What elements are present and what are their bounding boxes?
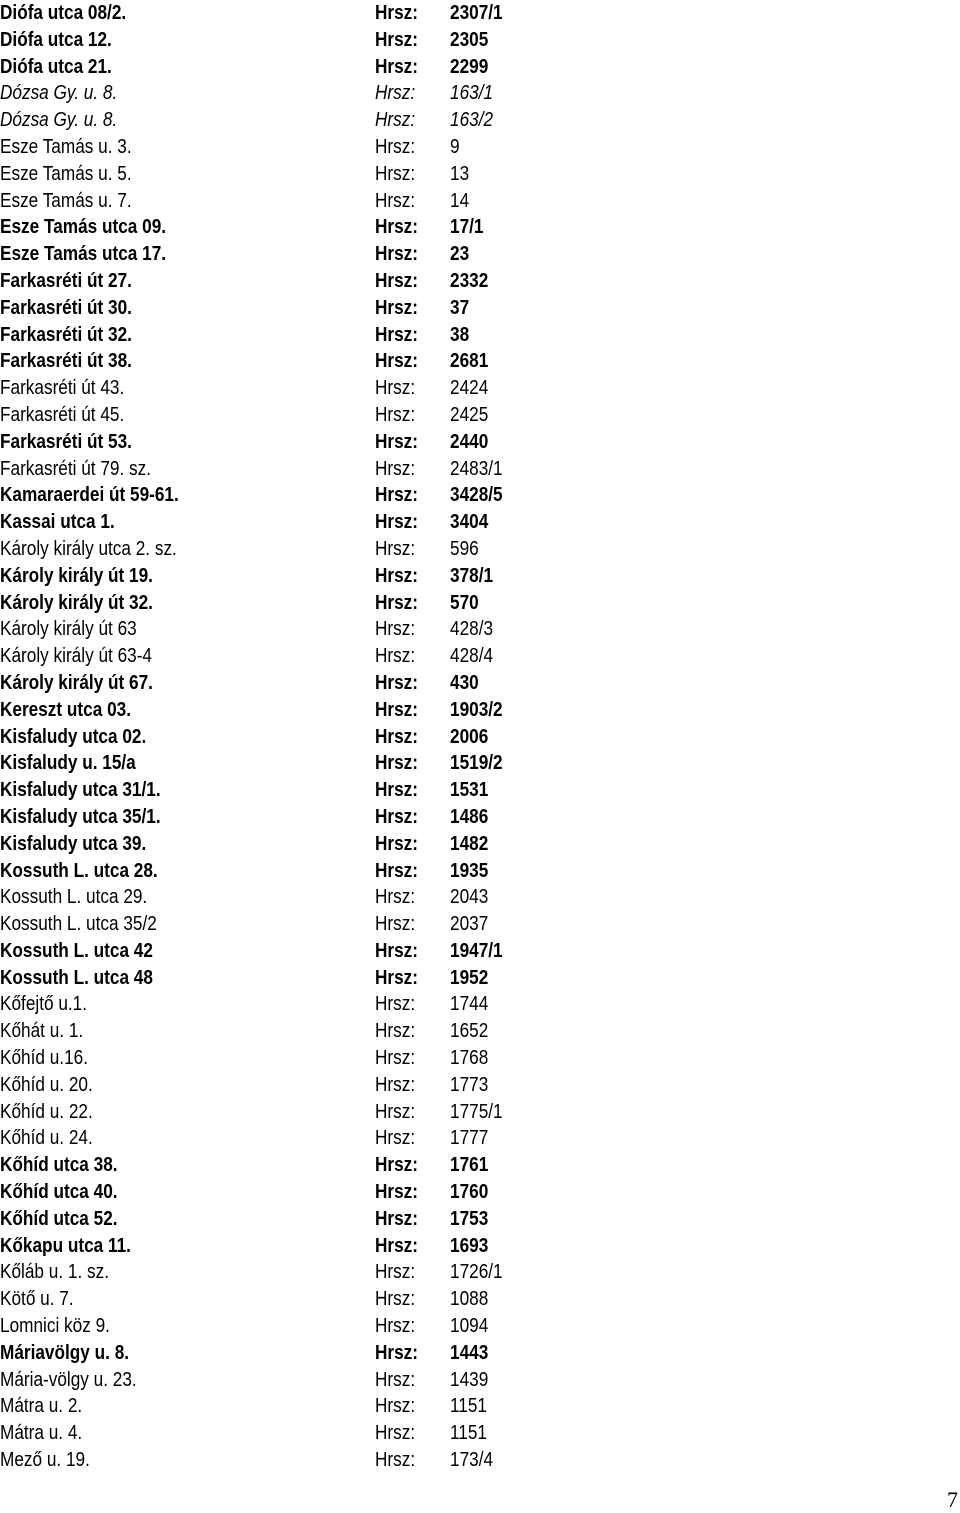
- address-text: Kossuth L. utca 35/2: [0, 913, 157, 936]
- address-text: Mária-völgy u. 23.: [0, 1368, 137, 1391]
- hrsz-label: Hrsz:: [375, 1154, 419, 1177]
- parcel-row: [0, 804, 560, 831]
- hrsz-number: 23: [450, 243, 470, 266]
- parcel-row: [0, 884, 560, 911]
- hrsz-label: Hrsz:: [375, 189, 416, 212]
- address-text: Kőfejtő u.1.: [0, 993, 88, 1016]
- hrsz-number: 1753: [450, 1207, 489, 1230]
- address-text: Diófa utca 08/2.: [0, 2, 127, 24]
- hrsz-number: 1482: [450, 832, 489, 855]
- parcel-row: [0, 1447, 560, 1474]
- parcel-row: [0, 1206, 560, 1233]
- address-text: Farkasréti út 38.: [0, 350, 132, 373]
- hrsz-label: Hrsz:: [375, 698, 419, 721]
- hrsz-label: Hrsz:: [375, 805, 419, 828]
- hrsz-number: 1760: [450, 1181, 489, 1204]
- address-text: Farkasréti út 79. sz.: [0, 457, 152, 480]
- hrsz-label: Hrsz:: [375, 966, 419, 989]
- address-text: Kőhíd u. 20.: [0, 1073, 93, 1096]
- hrsz-label: Hrsz:: [375, 243, 419, 266]
- hrsz-label: Hrsz:: [375, 1368, 416, 1391]
- address-text: Farkasréti út 43.: [0, 377, 125, 400]
- address-text: Esze Tamás utca 09.: [0, 216, 167, 239]
- hrsz-label: Hrsz:: [375, 457, 416, 480]
- parcel-row: [0, 938, 560, 965]
- address-text: Kőhíd utca 38.: [0, 1154, 118, 1177]
- parcel-row: [0, 241, 560, 268]
- parcel-row: [0, 1018, 560, 1045]
- hrsz-label: Hrsz:: [375, 1020, 416, 1043]
- address-text: Kőhíd u. 24.: [0, 1127, 93, 1150]
- parcel-row: [0, 54, 560, 81]
- hrsz-number: 1947/1: [450, 939, 503, 962]
- address-text: Diófa utca 21.: [0, 55, 112, 78]
- address-text: Kisfaludy u. 15/a: [0, 752, 136, 775]
- hrsz-number: 1777: [450, 1127, 489, 1150]
- parcel-row: [0, 536, 560, 563]
- address-text: Kisfaludy utca 31/1.: [0, 779, 161, 802]
- parcel-row: [0, 509, 560, 536]
- hrsz-label: Hrsz:: [375, 1207, 419, 1230]
- address-text: Kisfaludy utca 39.: [0, 832, 147, 855]
- hrsz-label: Hrsz:: [375, 1395, 416, 1418]
- hrsz-number: 1952: [450, 966, 489, 989]
- hrsz-number: 2006: [450, 725, 489, 748]
- hrsz-label: Hrsz:: [375, 1422, 416, 1445]
- hrsz-number: 163/2: [450, 109, 494, 132]
- hrsz-number: 1773: [450, 1073, 489, 1096]
- hrsz-label: Hrsz:: [375, 1449, 416, 1472]
- hrsz-number: 3428/5: [450, 484, 503, 507]
- hrsz-number: 596: [450, 537, 479, 560]
- parcel-row: [0, 1420, 560, 1447]
- hrsz-number: 2440: [450, 430, 489, 453]
- parcel-row: [0, 1367, 560, 1394]
- hrsz-label: Hrsz:: [375, 1047, 416, 1070]
- hrsz-label: Hrsz:: [375, 1315, 416, 1338]
- hrsz-label: Hrsz:: [375, 859, 419, 882]
- hrsz-label: Hrsz:: [375, 993, 416, 1016]
- hrsz-number: 1443: [450, 1341, 489, 1364]
- hrsz-label: Hrsz:: [375, 1073, 416, 1096]
- hrsz-label: Hrsz:: [375, 484, 419, 507]
- address-text: Károly király utca 2. sz.: [0, 537, 177, 560]
- parcel-row: [0, 482, 560, 509]
- address-text: Károly király út 63-4: [0, 645, 153, 668]
- parcel-row: [0, 375, 560, 402]
- address-text: Kossuth L. utca 42: [0, 939, 153, 962]
- hrsz-label: Hrsz:: [375, 1100, 416, 1123]
- address-text: Mező u. 19.: [0, 1449, 90, 1472]
- address-text: Farkasréti út 30.: [0, 296, 132, 319]
- address-text: Kossuth L. utca 48: [0, 966, 153, 989]
- parcel-row: [0, 563, 560, 590]
- address-text: Károly király út 19.: [0, 564, 153, 587]
- hrsz-number: 38: [450, 323, 470, 346]
- parcel-row: [0, 858, 560, 885]
- hrsz-number: 1531: [450, 779, 489, 802]
- address-text: Kőhíd utca 40.: [0, 1181, 118, 1204]
- address-text: Károly király út 32.: [0, 591, 153, 614]
- address-text: Dózsa Gy. u. 8.: [0, 109, 118, 132]
- parcel-row: [0, 456, 560, 483]
- hrsz-label: Hrsz:: [375, 55, 419, 78]
- hrsz-label: Hrsz:: [375, 1127, 416, 1150]
- parcel-row: [0, 27, 560, 54]
- parcel-row: [0, 643, 560, 670]
- parcel-row: [0, 295, 560, 322]
- hrsz-label: Hrsz:: [375, 1341, 419, 1364]
- parcel-row: [0, 161, 560, 188]
- parcel-row: [0, 1313, 560, 1340]
- hrsz-label: Hrsz:: [375, 82, 416, 105]
- hrsz-number: 1726/1: [450, 1261, 503, 1284]
- hrsz-number: 14: [450, 189, 470, 212]
- parcel-row: [0, 268, 560, 295]
- hrsz-label: Hrsz:: [375, 511, 419, 534]
- parcel-row: [0, 348, 560, 375]
- address-text: Kereszt utca 03.: [0, 698, 131, 721]
- hrsz-label: Hrsz:: [375, 1288, 416, 1311]
- address-text: Kisfaludy utca 35/1.: [0, 805, 161, 828]
- hrsz-number: 1693: [450, 1234, 489, 1257]
- address-text: Kisfaludy utca 02.: [0, 725, 147, 748]
- address-text: Lomnici köz 9.: [0, 1315, 110, 1338]
- address-text: Farkasréti út 27.: [0, 269, 132, 292]
- parcel-row: [0, 1125, 560, 1152]
- hrsz-number: 430: [450, 671, 479, 694]
- hrsz-label: Hrsz:: [375, 216, 419, 239]
- parcel-row: [0, 697, 560, 724]
- hrsz-number: 2305: [450, 28, 489, 51]
- parcel-row: [0, 1072, 560, 1099]
- hrsz-number: 1151: [450, 1422, 487, 1445]
- hrsz-label: Hrsz:: [375, 350, 419, 373]
- parcel-row: [0, 429, 560, 456]
- parcel-row: [0, 402, 560, 429]
- parcel-row: [0, 1393, 560, 1420]
- hrsz-number: 1652: [450, 1020, 489, 1043]
- parcel-row: [0, 80, 560, 107]
- hrsz-number: 1439: [450, 1368, 489, 1391]
- hrsz-number: 1088: [450, 1288, 489, 1311]
- hrsz-label: Hrsz:: [375, 832, 419, 855]
- hrsz-number: 1903/2: [450, 698, 503, 721]
- hrsz-number: 1486: [450, 805, 489, 828]
- hrsz-label: Hrsz:: [375, 671, 419, 694]
- hrsz-label: Hrsz:: [375, 591, 419, 614]
- parcel-row: [0, 1099, 560, 1126]
- parcel-row: [0, 1233, 560, 1260]
- address-text: Farkasréti út 32.: [0, 323, 132, 346]
- hrsz-number: 1744: [450, 993, 489, 1016]
- address-text: Kőláb u. 1. sz.: [0, 1261, 110, 1284]
- parcel-row: [0, 777, 560, 804]
- parcel-row: [0, 1286, 560, 1313]
- address-text: Esze Tamás u. 7.: [0, 189, 132, 212]
- address-text: Kamaraerdei út 59-61.: [0, 484, 179, 507]
- hrsz-number: 1935: [450, 859, 489, 882]
- hrsz-number: 3404: [450, 511, 489, 534]
- parcel-row: [0, 616, 560, 643]
- parcel-row: [0, 831, 560, 858]
- address-text: Máriavölgy u. 8.: [0, 1341, 130, 1364]
- parcel-row: [0, 724, 560, 751]
- parcel-row: [0, 1259, 560, 1286]
- hrsz-label: Hrsz:: [375, 725, 419, 748]
- address-text: Kőhíd u. 22.: [0, 1100, 93, 1123]
- hrsz-number: 2681: [450, 350, 489, 373]
- hrsz-number: 9: [450, 135, 460, 158]
- address-text: Farkasréti út 53.: [0, 430, 132, 453]
- hrsz-number: 2043: [450, 886, 489, 909]
- hrsz-number: 163/1: [450, 82, 494, 105]
- parcel-row: [0, 1179, 560, 1206]
- parcel-row: [0, 750, 560, 777]
- hrsz-number: 428/3: [450, 618, 494, 641]
- hrsz-label: Hrsz:: [375, 162, 416, 185]
- address-text: Esze Tamás u. 5.: [0, 162, 132, 185]
- hrsz-number: 2299: [450, 55, 489, 78]
- hrsz-number: 1151: [450, 1395, 487, 1418]
- hrsz-number: 1768: [450, 1047, 489, 1070]
- hrsz-label: Hrsz:: [375, 939, 419, 962]
- hrsz-number: 37: [450, 296, 470, 319]
- hrsz-label: Hrsz:: [375, 269, 419, 292]
- parcel-row: [0, 1152, 560, 1179]
- parcel-row: [0, 965, 560, 992]
- hrsz-label: Hrsz:: [375, 886, 416, 909]
- hrsz-label: Hrsz:: [375, 109, 416, 132]
- parcel-row: [0, 1340, 560, 1367]
- hrsz-label: Hrsz:: [375, 913, 416, 936]
- hrsz-label: Hrsz:: [375, 377, 416, 400]
- hrsz-number: 570: [450, 591, 479, 614]
- hrsz-number: 2425: [450, 403, 489, 426]
- hrsz-label: Hrsz:: [375, 403, 416, 426]
- parcel-row: [0, 590, 560, 617]
- hrsz-label: Hrsz:: [375, 430, 419, 453]
- parcel-row: [0, 1045, 560, 1072]
- hrsz-number: 2483/1: [450, 457, 503, 480]
- page-number: 7: [947, 1487, 958, 1512]
- hrsz-number: 2332: [450, 269, 489, 292]
- parcel-row: [0, 107, 560, 134]
- hrsz-label: Hrsz:: [375, 645, 416, 668]
- address-text: Dózsa Gy. u. 8.: [0, 82, 118, 105]
- address-text: Kossuth L. utca 28.: [0, 859, 158, 882]
- address-text: Kassai utca 1.: [0, 511, 115, 534]
- parcel-row: [0, 322, 560, 349]
- parcel-row: [0, 0, 560, 27]
- hrsz-label: Hrsz:: [375, 564, 419, 587]
- address-text: Farkasréti út 45.: [0, 403, 125, 426]
- address-text: Mátra u. 4.: [0, 1422, 83, 1445]
- hrsz-label: Hrsz:: [375, 1181, 419, 1204]
- address-text: Diófa utca 12.: [0, 28, 112, 51]
- address-text: Kötő u. 7.: [0, 1288, 74, 1311]
- hrsz-label: Hrsz:: [375, 779, 419, 802]
- hrsz-label: Hrsz:: [375, 1261, 416, 1284]
- address-text: Esze Tamás u. 3.: [0, 135, 132, 158]
- parcel-row: [0, 188, 560, 215]
- hrsz-number: 2307/1: [450, 2, 503, 24]
- hrsz-number: 13: [450, 162, 470, 185]
- parcel-row: [0, 991, 560, 1018]
- hrsz-label: Hrsz:: [375, 537, 416, 560]
- address-text: Esze Tamás utca 17.: [0, 243, 167, 266]
- address-text: Károly király út 67.: [0, 671, 153, 694]
- hrsz-number: 378/1: [450, 564, 494, 587]
- hrsz-number: 2424: [450, 377, 489, 400]
- hrsz-label: Hrsz:: [375, 28, 419, 51]
- hrsz-label: Hrsz:: [375, 135, 416, 158]
- hrsz-label: Hrsz:: [375, 752, 419, 775]
- address-text: Károly király út 63: [0, 618, 137, 641]
- parcel-row: [0, 134, 560, 161]
- address-text: Kőhíd u.16.: [0, 1047, 88, 1070]
- parcel-row: [0, 214, 560, 241]
- hrsz-number: 2037: [450, 913, 489, 936]
- address-text: Kőkapu utca 11.: [0, 1234, 131, 1257]
- hrsz-number: 173/4: [450, 1449, 494, 1472]
- address-text: Kőhíd utca 52.: [0, 1207, 118, 1230]
- hrsz-number: 1775/1: [450, 1100, 503, 1123]
- hrsz-number: 428/4: [450, 645, 494, 668]
- parcel-row: [0, 670, 560, 697]
- hrsz-label: Hrsz:: [375, 2, 419, 24]
- hrsz-number: 1519/2: [450, 752, 503, 775]
- address-text: Mátra u. 2.: [0, 1395, 83, 1418]
- parcel-row: [0, 911, 560, 938]
- hrsz-label: Hrsz:: [375, 323, 419, 346]
- address-text: Kőhát u. 1.: [0, 1020, 84, 1043]
- address-text: Kossuth L. utca 29.: [0, 886, 148, 909]
- hrsz-label: Hrsz:: [375, 1234, 419, 1257]
- hrsz-label: Hrsz:: [375, 618, 416, 641]
- hrsz-number: 1094: [450, 1315, 489, 1338]
- hrsz-number: 1761: [450, 1154, 489, 1177]
- hrsz-label: Hrsz:: [375, 296, 419, 319]
- hrsz-number: 17/1: [450, 216, 484, 239]
